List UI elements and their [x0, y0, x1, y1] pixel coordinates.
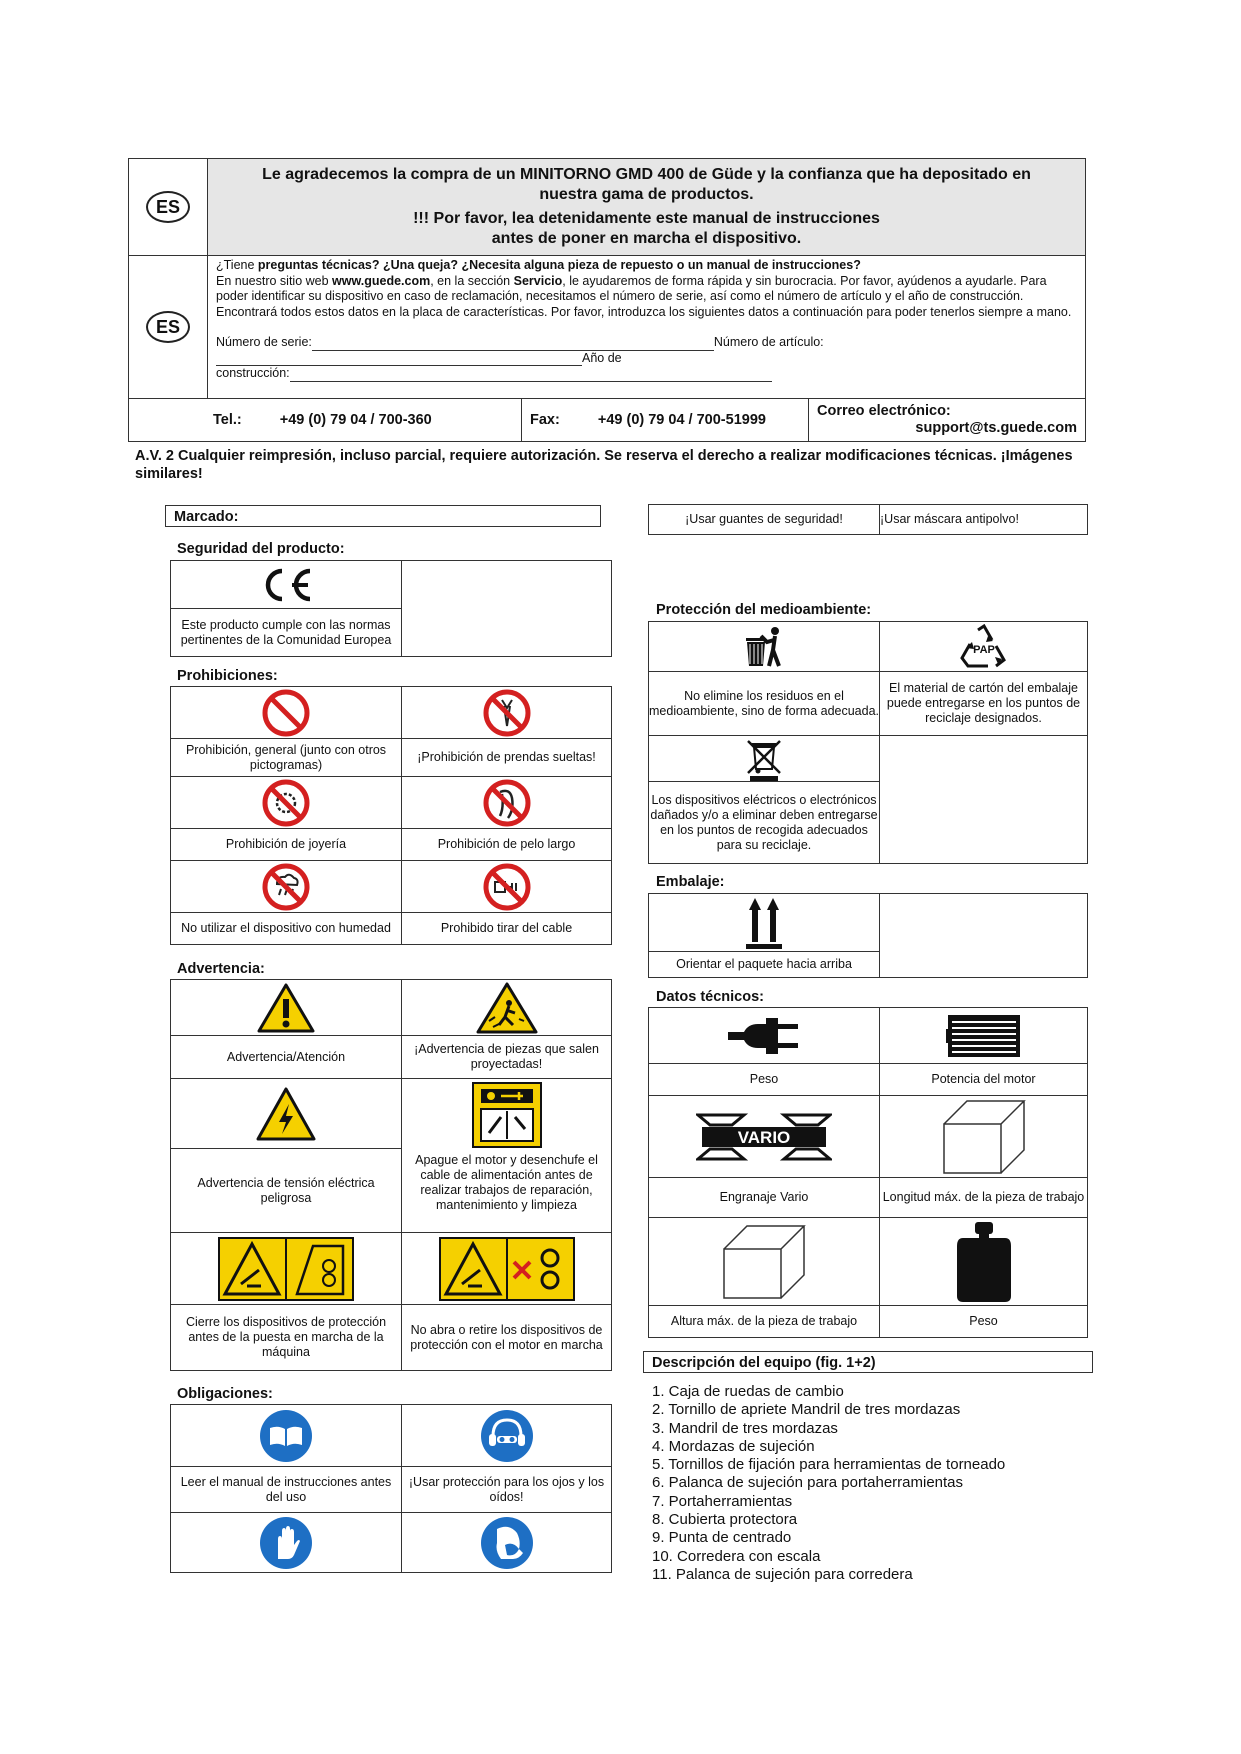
max-length-box-icon: [941, 1098, 1027, 1176]
serial-field[interactable]: [312, 338, 714, 351]
env-weee-icon-cell: [649, 736, 880, 782]
tech-motor-icon-cell: [880, 1008, 1088, 1064]
list-item: 9. Punta de centrado: [652, 1529, 792, 1547]
warn-label-2: Advertencia de tensión eléctrica peligrosa: [171, 1149, 402, 1233]
prohibition-loose-clothing-icon: [482, 688, 532, 738]
oblig-eyes-ears-icon-cell: [402, 1405, 612, 1467]
email-value[interactable]: support@ts.guede.com: [915, 420, 1077, 436]
tech-label-1: Potencia del motor: [880, 1064, 1088, 1096]
tech-label-2: Engranaje Vario: [649, 1178, 880, 1218]
tech-data-grid: [648, 1007, 1088, 1338]
env-pap-icon-cell: [880, 622, 1088, 672]
environment-grid: [648, 621, 1088, 864]
language-badge-2: ES: [146, 311, 190, 343]
warn-projectiles-icon-cell: [402, 980, 612, 1036]
service-paragraph: En nuestro sitio web www.guede.com, en la sección Servicio, le ayudaremos de forma rápida y sin burocracia. Por favor, ayúdenos a ayudarle. Para poder identificar su dispositivo en caso de reclamación, necesitamos el número de serie, así como el número de artículo y el año de construcción. Encontrará todos estos datos en la placa de características. Por favor, introduzca los siguientes datos a continuación para poder tenerlos siempre a mano.: [216, 273, 1072, 319]
oblig-mask-icon-cell: [402, 1513, 612, 1573]
warn-general-icon-cell: [171, 980, 402, 1036]
title-line-1: Le agradecemos la compra de un MINITORNO GMD 400 de Güde y la confianza que ha depositado en: [262, 166, 1031, 183]
warn-unplug-cell: [402, 1079, 612, 1233]
warn-label-5: No abra o retire los dispositivos de protección con el motor en marcha: [402, 1305, 612, 1371]
vario-gear-icon: [696, 1113, 832, 1161]
list-item: 8. Cubierta protectora: [652, 1511, 798, 1529]
safety-title: Seguridad del producto:: [177, 541, 345, 557]
badge-cell-bottom: [129, 256, 208, 399]
pack-label-up: Orientar el paquete hacia arriba: [649, 952, 880, 978]
vario-text: VARIO: [737, 1127, 791, 1147]
construction-label: construcción:: [216, 366, 290, 380]
tech-height-icon-cell: [649, 1218, 880, 1306]
tech-length-icon-cell: [880, 1096, 1088, 1178]
obligations-grid: [170, 1404, 612, 1573]
gloves-label: ¡Usar guantes de seguridad!: [649, 505, 880, 535]
ce-mark-icon: [256, 565, 316, 605]
badge-cell-top: [129, 159, 208, 256]
warn-label-4: Cierre los dispositivos de protección antes de la puesta en marcha de la máquina: [171, 1305, 402, 1371]
prohib-cable-icon-cell: [402, 861, 612, 913]
pack-empty-cell: [880, 894, 1088, 978]
prohibition-general-icon: [261, 688, 311, 738]
oblig-label-1: ¡Usar protección para los ojos y los oídos!: [402, 1467, 612, 1513]
dust-mask-icon: [479, 1515, 535, 1571]
serial-label: Número de serie:: [216, 335, 312, 349]
safety-empty-cell: [402, 561, 612, 657]
litter-bin-icon: [741, 624, 787, 670]
prohib-hair-icon-cell: [402, 777, 612, 829]
prohib-jewelry-icon-cell: [171, 777, 402, 829]
pap-text: PAP: [972, 643, 995, 656]
oblig-gloves-icon-cell: [171, 1513, 402, 1573]
pap-recycling-icon: [958, 624, 1010, 670]
list-item: 7. Portaherramientas: [652, 1492, 793, 1510]
list-item: 1. Caja de ruedas de cambio: [652, 1383, 844, 1400]
list-item: 2. Tornillo de apriete Mandril de tres mordazas: [652, 1401, 961, 1419]
warning-unplug-maintenance-icon: [471, 1081, 543, 1149]
pack-up-icon-cell: [649, 894, 880, 952]
env-label-pap: El material de cartón del embalaje puede entregarse en los puntos de reciclaje designados.: [880, 672, 1088, 736]
motor-power-icon: [944, 1011, 1024, 1061]
year-label: Año de: [582, 350, 622, 365]
prohibition-humidity-icon: [261, 862, 311, 912]
list-item: 5. Tornillos de fijación para herramientas de torneado: [652, 1456, 1006, 1474]
email-cell: [809, 399, 1086, 442]
ce-icon-cell: [171, 561, 402, 609]
oblig-label-0: Leer el manual de instrucciones antes del uso: [171, 1467, 402, 1513]
tech-label-4: Altura máx. de la pieza de trabajo: [649, 1306, 880, 1338]
title-line-2: nuestra gama de productos.: [539, 186, 754, 203]
list-item: 6. Palanca de sujeción para portaherramientas: [652, 1474, 964, 1492]
year-line: [216, 353, 582, 366]
tel-cell: [129, 399, 522, 442]
warn-close-guard-icon-cell: [171, 1233, 402, 1305]
mask-label: ¡Usar máscara antipolvo!: [880, 505, 1088, 535]
warn-voltage-icon-cell: [171, 1079, 402, 1149]
reprint-notice: A.V. 2 Cualquier reimpresión, incluso parcial, requiere autorización. Se reserva el derecho a realizar modificaciones técnicas. ¡Imágenes similares!: [135, 448, 1073, 482]
article-label: Número de artículo:: [713, 335, 824, 349]
tech-vario-icon-cell: [649, 1096, 880, 1178]
questions-line: ¿Tiene preguntas técnicas? ¿Una queja? ¿Necesita alguna pieza de repuesto o un manual de instrucciones?: [216, 258, 861, 272]
prohibition-jewelry-icon: [261, 778, 311, 828]
year-field[interactable]: [290, 369, 772, 382]
list-item: 11. Palanca de sujeción para corredera: [652, 1565, 913, 1583]
prohib-label-3: Prohibición de pelo largo: [402, 829, 612, 861]
tel-label: Tel.:: [213, 412, 242, 428]
tech-data-title: Datos técnicos:: [656, 989, 764, 1005]
fax-label: Fax:: [530, 412, 560, 428]
warn-dont-open-icon-cell: [402, 1233, 612, 1305]
prohib-label-5: Prohibido tirar del cable: [402, 913, 612, 945]
tech-label-3: Longitud máx. de la pieza de trabajo: [880, 1178, 1088, 1218]
prohib-humidity-icon-cell: [171, 861, 402, 913]
warn-label-1: ¡Advertencia de piezas que salen proyectadas!: [402, 1036, 612, 1079]
this-way-up-arrows-icon: [744, 896, 784, 950]
fax-value: +49 (0) 79 04 / 700-51999: [597, 412, 766, 428]
safety-gloves-icon: [258, 1515, 314, 1571]
list-item: 4. Mordazas de sujeción: [652, 1437, 815, 1455]
header-table: [128, 158, 1086, 442]
packaging-title: Embalaje:: [656, 874, 725, 890]
email-label: Correo electrónico:: [817, 403, 951, 419]
list-item: 10. Corredera con escala: [652, 1547, 821, 1565]
prohib-label-4: No utilizar el dispositivo con humedad: [171, 913, 402, 945]
construction-row: [216, 366, 1077, 382]
env-label-waste: No elimine los residuos en el medioambiente, sino de forma adecuada.: [649, 672, 880, 736]
env-waste-icon-cell: [649, 622, 880, 672]
equipment-description-title: Descripción del equipo (fig. 1+2): [643, 1351, 1093, 1373]
fax-cell: [522, 399, 809, 442]
prohibition-long-hair-icon: [482, 778, 532, 828]
environment-title: Protección del medioambiente:: [656, 602, 872, 618]
title-line-3: !!! Por favor, lea detenidamente este manual de instrucciones: [413, 210, 880, 227]
power-plug-icon: [726, 1012, 802, 1060]
header-title: [208, 159, 1086, 256]
list-item: 3. Mandril de tres mordazas: [652, 1419, 838, 1437]
prohib-label-0: Prohibición, general (junto con otros pictogramas): [171, 739, 402, 777]
max-height-box-icon: [721, 1223, 807, 1301]
warnings-grid: [170, 979, 612, 1371]
ppe-box: [648, 504, 1088, 535]
serial-row: [216, 335, 1077, 351]
marking-title: Marcado:: [165, 505, 601, 527]
warning-electric-voltage-icon: [255, 1086, 317, 1142]
prohibitions-title: Prohibiciones:: [177, 668, 278, 684]
warning-general-icon: [256, 982, 316, 1034]
obligations-title: Obligaciones:: [177, 1386, 273, 1402]
prohib-label-1: ¡Prohibición de prendas sueltas!: [402, 739, 612, 777]
tel-value: +49 (0) 79 04 / 700-360: [279, 412, 432, 428]
warnings-title: Advertencia:: [177, 961, 265, 977]
tech-plug-icon-cell: [649, 1008, 880, 1064]
warn-label-3: Apague el motor y desenchufe el cable de alimentación antes de realizar trabajos de reparación, mantenimiento y limpieza: [415, 1153, 598, 1212]
warning-flying-parts-icon: [475, 981, 539, 1035]
year-row: [216, 351, 1077, 367]
oblig-manual-icon-cell: [171, 1405, 402, 1467]
prohib-general-icon-cell: [171, 687, 402, 739]
packaging-grid: [648, 893, 1088, 978]
warn-label-0: Advertencia/Atención: [171, 1036, 402, 1079]
warning-close-guards-icon: [217, 1236, 355, 1302]
tech-label-5: Peso: [880, 1306, 1088, 1338]
env-empty-cell: [880, 736, 1088, 864]
read-manual-icon: [258, 1408, 314, 1464]
equipment-parts-list: [652, 1383, 1005, 1584]
prohibitions-grid: [170, 686, 612, 945]
weee-crossed-bin-icon: [744, 737, 784, 781]
ce-label: Este producto cumple con las normas pertinentes de la Comunidad Europea: [171, 609, 402, 657]
title-line-4: antes de poner en marcha el dispositivo.: [491, 230, 802, 247]
safety-grid: [170, 560, 612, 657]
prohib-clothes-icon-cell: [402, 687, 612, 739]
header-body: [208, 256, 1086, 399]
eye-ear-protection-icon: [479, 1408, 535, 1464]
warning-do-not-open-guards-icon: [438, 1236, 576, 1302]
env-label-weee: Los dispositivos eléctricos o electrónicos dañados y/o a eliminar deben entregarse en los puntos de recogida adecuados para su reciclaje.: [649, 782, 880, 864]
weight-icon: [953, 1220, 1015, 1304]
language-badge: ES: [146, 191, 190, 223]
tech-label-0: Peso: [649, 1064, 880, 1096]
prohib-label-2: Prohibición de joyería: [171, 829, 402, 861]
prohibition-pull-cable-icon: [482, 862, 532, 912]
tech-weight-icon-cell: [880, 1218, 1088, 1306]
